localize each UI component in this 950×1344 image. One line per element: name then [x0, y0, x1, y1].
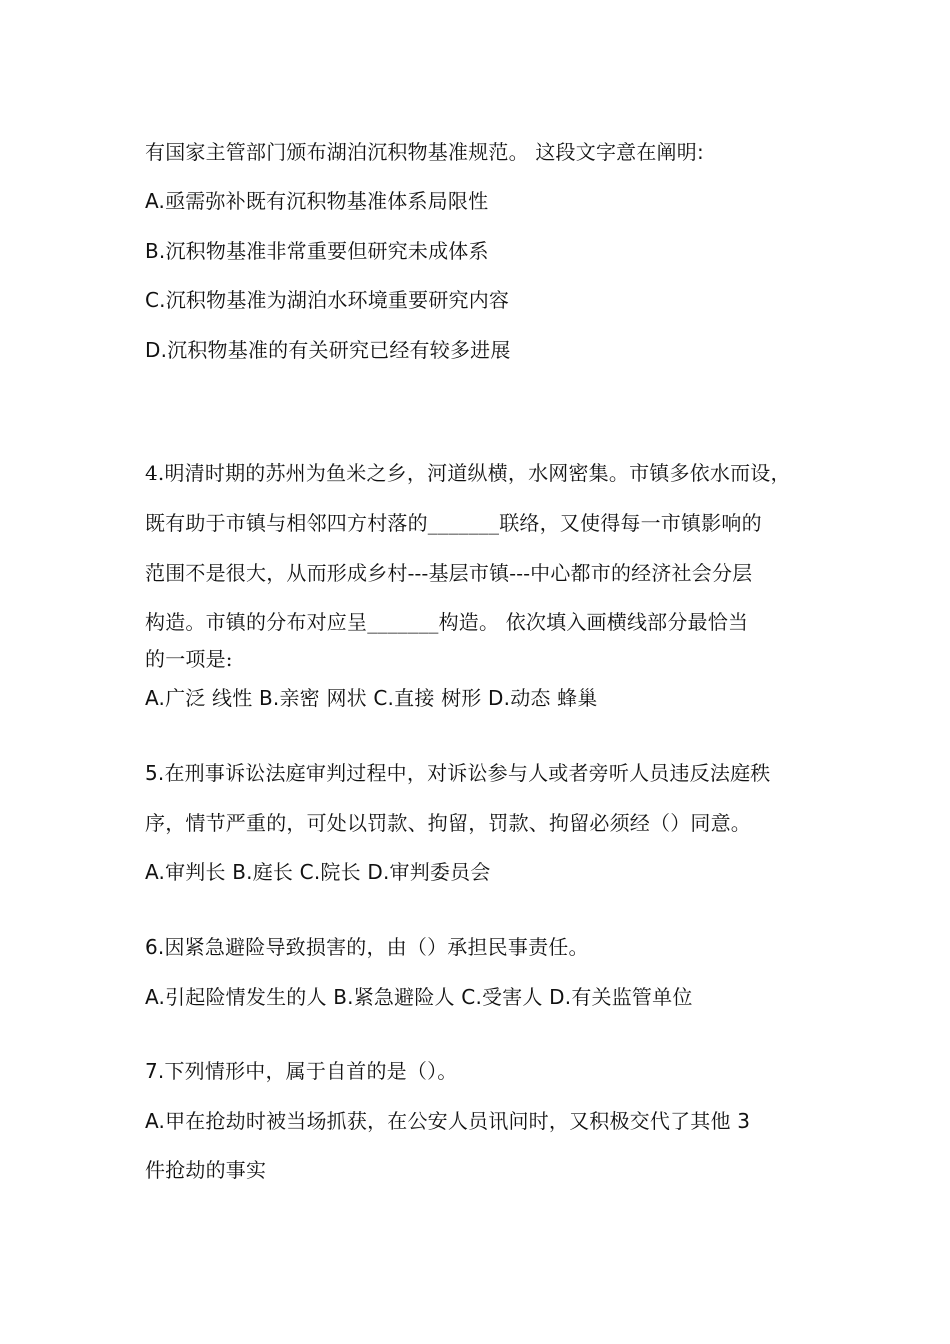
q6-stem: 6.因紧急避险导致损害的，由（）承担民事责任。	[145, 935, 589, 959]
q5-stem-line-2: 序，情节严重的，可处以罚款、拘留，罚款、拘留必须经（）同意。	[145, 811, 751, 835]
q5-options: A.审判长 B.庭长 C.院长 D.审判委员会	[145, 860, 491, 884]
q7-option-a-line-2: 件抢劫的事实	[145, 1158, 267, 1182]
q4-stem-line-3: 范围不是很大，从而形成乡村---基层市镇---中心都市的经济社会分层	[145, 561, 753, 585]
q4-options: A.广泛 线性 B.亲密 网状 C.直接 树形 D.动态 蜂巢	[145, 686, 598, 710]
q3-option-b: B.沉积物基准非常重要但研究未成体系	[145, 239, 489, 263]
q3-option-c: C.沉积物基准为湖泊水环境重要研究内容	[145, 288, 510, 312]
q4-stem-line-5: 的一项是:	[145, 647, 233, 671]
q7-option-a-line-1: A.甲在抢劫时被当场抓获，在公安人员讯问时，又积极交代了其他 3	[145, 1109, 751, 1133]
q4-stem-line-1: 4.明清时期的苏州为鱼米之乡，河道纵横，水网密集。市镇多依水而设，	[145, 461, 791, 485]
q3-stem-tail: 有国家主管部门颁布湖泊沉积物基准规范。 这段文字意在阐明:	[145, 140, 704, 164]
q6-options: A.引起险情发生的人 B.紧急避险人 C.受害人 D.有关监管单位	[145, 985, 693, 1009]
q3-option-a: A.亟需弥补既有沉积物基准体系局限性	[145, 189, 489, 213]
q7-stem: 7.下列情形中，属于自首的是（）。	[145, 1059, 458, 1083]
q4-stem-line-4: 构造。市镇的分布对应呈_______构造。 依次填入画横线部分最恰当	[145, 610, 749, 634]
q3-option-d: D.沉积物基准的有关研究已经有较多进展	[145, 338, 511, 362]
q4-stem-line-2: 既有助于市镇与相邻四方村落的_______联络，又使得每一市镇影响的	[145, 511, 762, 535]
q5-stem-line-1: 5.在刑事诉讼法庭审判过程中，对诉讼参与人或者旁听人员违反法庭秩	[145, 761, 771, 785]
